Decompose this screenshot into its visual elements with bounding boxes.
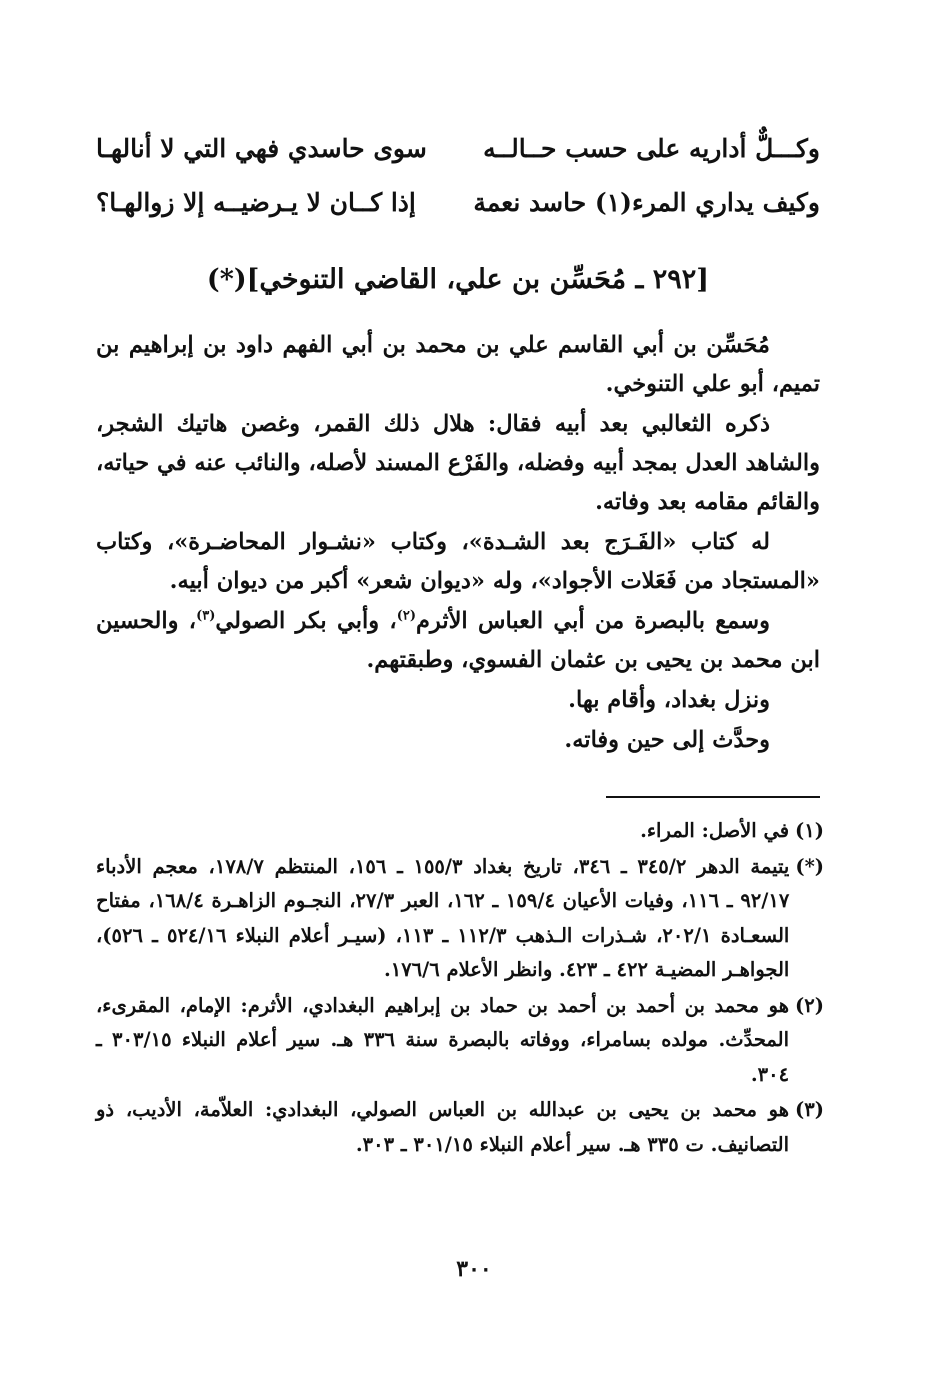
- footnote-text: هو محمد بن يحيى بن عبدالله بن العباس الصولي، البغدادي: العلاّمة، الأديب، ذو التصانيف. ت ٣٣٥ هـ. سير أعلام النبلاء ٣٠١/١٥ ـ ٣٠٣.: [96, 1098, 790, 1156]
- footnote-item: [96, 989, 824, 1093]
- footnote-item: [96, 850, 824, 988]
- footnote-text: هو محمد بن أحمد بن أحمد بن حماد بن إبراهيم البغدادي، الأثرم: الإمام، المقرىء، المحدِّث. مولده بسامراء، ووفاته بالبصرة سنة ٣٣٦ هـ. سير أعلام النبلاء ٣٠٣/١٥ ـ ٣٠٤.: [96, 993, 790, 1086]
- verse-first-hemistich: وكيف يداري المرء(١) حاسد نعمة: [473, 188, 820, 217]
- verse-second-hemistich: إذا كــان لا يـرضيــه إلا زوالهـا؟: [96, 188, 416, 217]
- verse-line: [96, 176, 820, 230]
- footnote-ref-2[interactable]: (٢): [396, 608, 416, 624]
- paragraph-books: له كتاب «الفَـرَج بعد الشـدة»، وكتاب «نشـوار المحاضـرة»، وكتاب «المستجاد من فَعَلات الأجواد»، وله «ديوان شعر» أكبر من ديوان أبيه.: [96, 529, 820, 594]
- footnote-item: [96, 1093, 824, 1162]
- paragraph-teachers: [96, 602, 820, 680]
- footnote-text: في الأصل: المراء.: [640, 819, 790, 842]
- footnote-ref-3[interactable]: (٣): [196, 608, 216, 624]
- paragraph-thaalibi-quote: ذكره الثعالبي بعد أبيه فقال: هلال ذلك القمر، وغصن هاتيك الشجر، والشاهد العدل بمجد أبيه وفضله، والفَرْع المسند لأصله، والنائب عنه في حياته، والقائم مقامه بعد وفاته.: [96, 411, 820, 515]
- verse-second-hemistich: سوى حاسدي فهي التي لا أنالهـا: [96, 134, 427, 163]
- footnote-item: [96, 814, 824, 849]
- footnotes: [96, 814, 824, 1163]
- teachers-text-b: ، وأبي بكر الصولي: [215, 608, 397, 634]
- paragraph-hadith: وحدَّث إلى حين وفاته.: [564, 727, 770, 753]
- paragraph-baghdad: ونزل بغداد، وأقام بها.: [568, 687, 770, 713]
- entry-body: [96, 326, 820, 761]
- poem-verses: [96, 122, 820, 230]
- verse-line: [96, 122, 820, 176]
- footnote-text: يتيمة الدهر ٣٤٥/٢ ـ ٣٤٦، تاريخ بغداد ١٥٥/٣ ـ ١٥٦، المنتظم ١٧٨/٧، معجم الأدباء ٩٢/١٧ ـ ١١٦، وفيات الأعيان ١٥٩/٤ ـ ١٦٢، العبر ٢٧/٣، النجـوم الزاهـرة ١٦٨/٤، مفتاح السعـادة ٢٠٢/١، شـذرات الـذهب ١١٢/٣ ـ ١١٣، (سيـر أعلام النبلاء ٥٢٤/١٦ ـ ٥٢٦)، الجواهـر المضيـة ٤٢٢ ـ ٤٢٣. وانظر الأعلام ١٧٦/٦.: [96, 854, 790, 981]
- verse-first-hemistich: وكـــلٌّ أداريه على حسب حــالــه: [483, 134, 820, 163]
- footnote-mark: (*): [795, 854, 824, 878]
- teachers-text-c: ، والحسين ابن محمد بن يحيى بن عثمان الفسوي، وطبقتهم.: [96, 608, 820, 673]
- teachers-text-a: وسمع بالبصرة من أبي العباس الأثرم: [415, 608, 770, 634]
- page-number: ٣٠٠: [456, 1256, 492, 1282]
- footnote-mark: (٢): [795, 993, 824, 1017]
- paragraph-lineage: مُحَسِّن بن أبي القاسم علي بن محمد بن أبي الفهم داود بن إبراهيم بن تميم، أبو علي التنوخي.: [96, 332, 820, 397]
- footnote-mark: (٣): [795, 1098, 824, 1121]
- footnote-divider: [606, 796, 820, 798]
- entry-heading: [٢٩٢ ـ مُحَسِّن بن علي، القاضي التنوخي](*): [206, 264, 710, 295]
- footnote-mark: (١): [795, 819, 824, 842]
